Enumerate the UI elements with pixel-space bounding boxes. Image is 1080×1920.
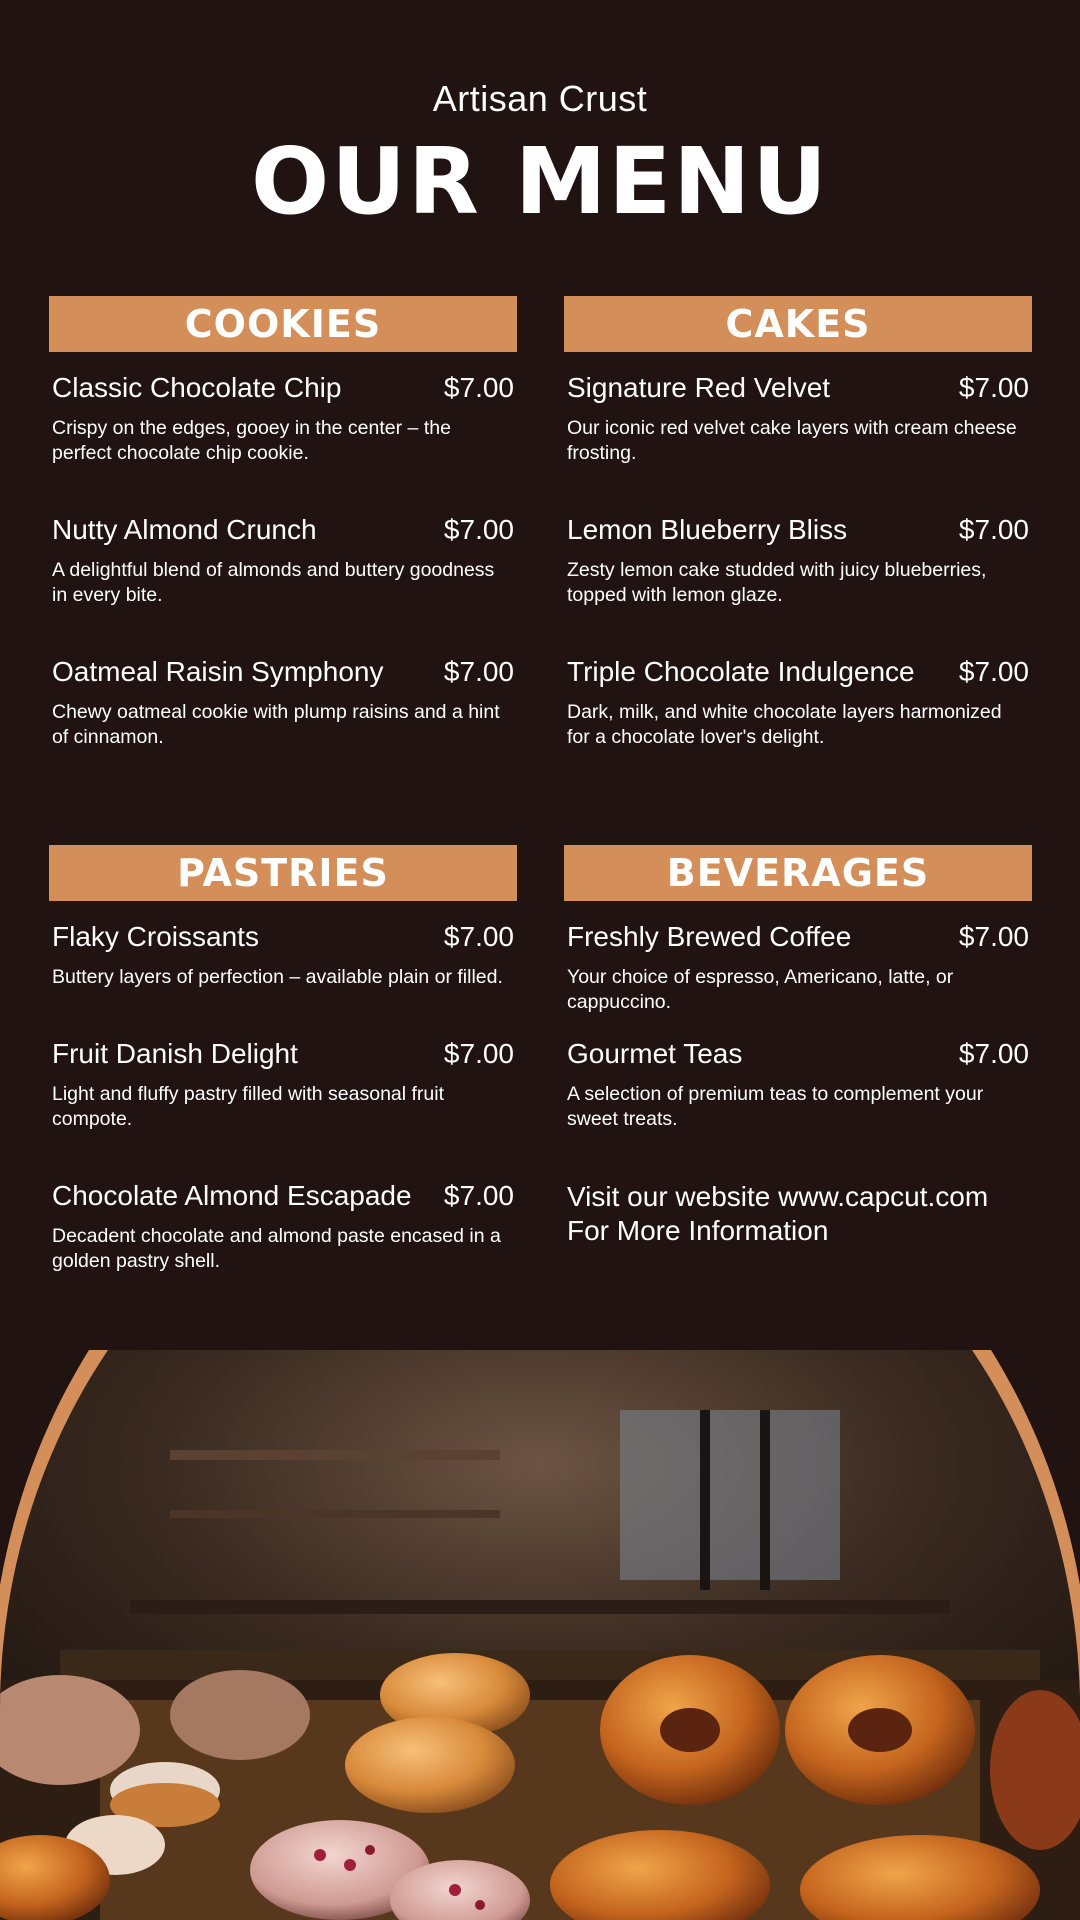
bakery-photo bbox=[0, 1350, 1080, 1920]
item-description: Zesty lemon cake studded with juicy blueberries, topped with lemon glaze. bbox=[567, 559, 987, 606]
menu-item bbox=[52, 1038, 514, 1132]
item-price: $7.00 bbox=[443, 372, 514, 403]
item-name: Signature Red Velvet bbox=[567, 372, 831, 403]
section-header-cookies: COOKIES bbox=[49, 296, 517, 352]
menu-item bbox=[52, 514, 514, 608]
item-name: Triple Chocolate Indulgence bbox=[567, 656, 915, 687]
item-description: Your choice of espresso, Americano, latte, or cappuccino. bbox=[567, 966, 954, 1013]
menu-item bbox=[567, 514, 1029, 608]
item-description: Light and fluffy pastry filled with seasonal fruit compote. bbox=[52, 1083, 445, 1130]
menu-item bbox=[567, 656, 1029, 750]
menu-item bbox=[567, 921, 1029, 1015]
item-description: Decadent chocolate and almond paste encased in a golden pastry shell. bbox=[52, 1225, 501, 1272]
menu-item bbox=[567, 372, 1029, 466]
item-price: $7.00 bbox=[443, 921, 514, 952]
menu-item bbox=[52, 921, 514, 990]
website-info: Visit our website www.capcut.com For More Information bbox=[567, 1181, 989, 1246]
item-price: $7.00 bbox=[443, 1038, 514, 1069]
section-cakes bbox=[564, 296, 1032, 766]
item-description: Chewy oatmeal cookie with plump raisins and a hint of cinnamon. bbox=[52, 701, 500, 748]
menu-item bbox=[52, 656, 514, 750]
item-description: Crispy on the edges, gooey in the center – the perfect chocolate chip cookie. bbox=[52, 417, 451, 464]
brand-name: Artisan Crust bbox=[432, 78, 648, 119]
item-price: $7.00 bbox=[958, 514, 1029, 545]
item-price: $7.00 bbox=[958, 1038, 1029, 1069]
item-name: Flaky Croissants bbox=[52, 921, 259, 952]
item-name: Fruit Danish Delight bbox=[52, 1038, 298, 1069]
page-title: OUR MENU bbox=[251, 128, 829, 235]
item-name: Nutty Almond Crunch bbox=[52, 514, 317, 545]
section-header-cakes: CAKES bbox=[564, 296, 1032, 352]
menu-item bbox=[567, 1038, 1029, 1132]
item-description: Dark, milk, and white chocolate layers harmonized for a chocolate lover's delight. bbox=[567, 701, 1002, 748]
item-description: A delightful blend of almonds and buttery goodness in every bite. bbox=[52, 559, 495, 606]
bakery-photo-illustration bbox=[0, 1350, 1080, 1920]
section-header-pastries: PASTRIES bbox=[49, 845, 517, 901]
item-description: A selection of premium teas to complement your sweet treats. bbox=[567, 1083, 984, 1130]
item-price: $7.00 bbox=[443, 1180, 514, 1211]
item-price: $7.00 bbox=[958, 656, 1029, 687]
item-name: Freshly Brewed Coffee bbox=[567, 921, 852, 952]
section-beverages bbox=[564, 845, 1032, 1145]
item-name: Lemon Blueberry Bliss bbox=[567, 514, 848, 545]
item-name: Oatmeal Raisin Symphony bbox=[52, 656, 384, 687]
item-price: $7.00 bbox=[958, 921, 1029, 952]
item-description: Buttery layers of perfection – available plain or filled. bbox=[52, 966, 503, 988]
section-header-beverages: BEVERAGES bbox=[564, 845, 1032, 901]
item-price: $7.00 bbox=[958, 372, 1029, 403]
item-description: Our iconic red velvet cake layers with cream cheese frosting. bbox=[567, 417, 1017, 464]
item-name: Classic Chocolate Chip bbox=[52, 372, 342, 403]
menu-item bbox=[52, 372, 514, 466]
section-cookies bbox=[49, 296, 517, 766]
item-name: Gourmet Teas bbox=[567, 1038, 743, 1069]
item-price: $7.00 bbox=[443, 656, 514, 687]
section-pastries bbox=[49, 845, 517, 1295]
menu-item bbox=[52, 1180, 514, 1274]
item-price: $7.00 bbox=[443, 514, 514, 545]
item-name: Chocolate Almond Escapade bbox=[52, 1180, 412, 1211]
